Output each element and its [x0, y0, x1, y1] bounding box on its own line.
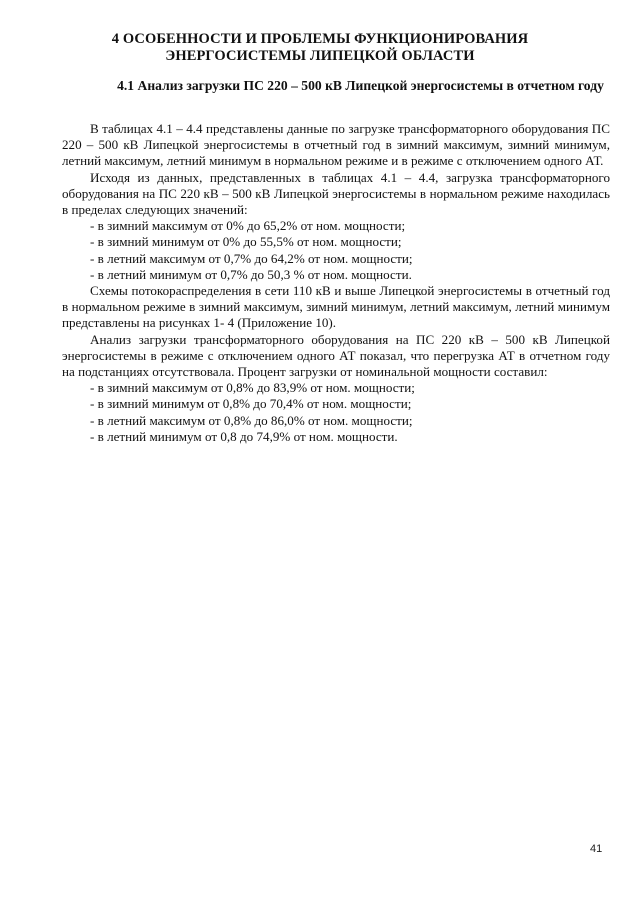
- list-item: - в летний максимум от 0,8% до 86,0% от ном. мощности;: [90, 412, 413, 428]
- list-item: - в летний минимум от 0,7% до 50,3 % от ном. мощности.: [90, 266, 412, 282]
- body-text: [62, 121, 610, 445]
- list-item: - в летний минимум от 0,8 до 74,9% от ном. мощности.: [90, 428, 398, 444]
- list-item: - в зимний минимум от 0,8% до 70,4% от ном. мощности;: [90, 396, 412, 412]
- paragraph-flow-schemes: Схемы потокораспределения в сети 110 кВ и выше Липецкой энергосистемы в отчетный год в нормальном режиме в зимний максимум, зимний минимум, летний максимум, летний минимум представлены на рисунках 1- 4 (Приложение 10).: [62, 283, 610, 331]
- list-item: - в зимний максимум от 0,8% до 83,9% от ном. мощности;: [90, 380, 415, 396]
- outage-mode-load-list: [62, 380, 610, 445]
- list-item: - в летний максимум от 0,7% до 64,2% от ном. мощности;: [90, 250, 413, 266]
- paragraph-tables-intro: В таблицах 4.1 – 4.4 представлены данные по загрузке трансформаторного оборудования ПС 220 – 500 кВ Липецкой энергосистемы в отчетный год в зимний максимум, зимний минимум, летний максимум, летний минимум в нормальном режиме и в режиме с отключением одного АТ.: [62, 121, 610, 169]
- list-item: - в зимний максимум от 0% до 65,2% от ном. мощности;: [90, 218, 406, 234]
- normal-mode-load-list: [62, 218, 610, 283]
- section-title: 4.1 Анализ загрузки ПС 220 – 500 кВ Липецкой энергосистемы в отчетном году: [117, 78, 604, 93]
- paragraph-outage-analysis: Анализ загрузки трансформаторного оборудования на ПС 220 кВ – 500 кВ Липецкой энергосистемы в режиме с отключением одного АТ показал, что перегрузка АТ в отчетном году на подстанциях отсутствовала. Процент загрузки от номинальной мощности составил:: [62, 331, 610, 380]
- chapter-title: 4 ОСОБЕННОСТИ И ПРОБЛЕМЫ ФУНКЦИОНИРОВАНИЯ ЭНЕРГОСИСТЕМЫ ЛИПЕЦКОЙ ОБЛАСТИ: [111, 31, 529, 64]
- list-item: - в зимний минимум от 0% до 55,5% от ном. мощности;: [90, 234, 402, 250]
- paragraph-normal-mode-load: Исходя из данных, представленных в таблицах 4.1 – 4.4, загрузка трансформаторного оборудования на ПС 220 кВ – 500 кВ Липецкой энергосистемы в нормальном режиме находилась в пределах следующих значений:: [62, 169, 610, 218]
- page-number: 41: [590, 843, 603, 855]
